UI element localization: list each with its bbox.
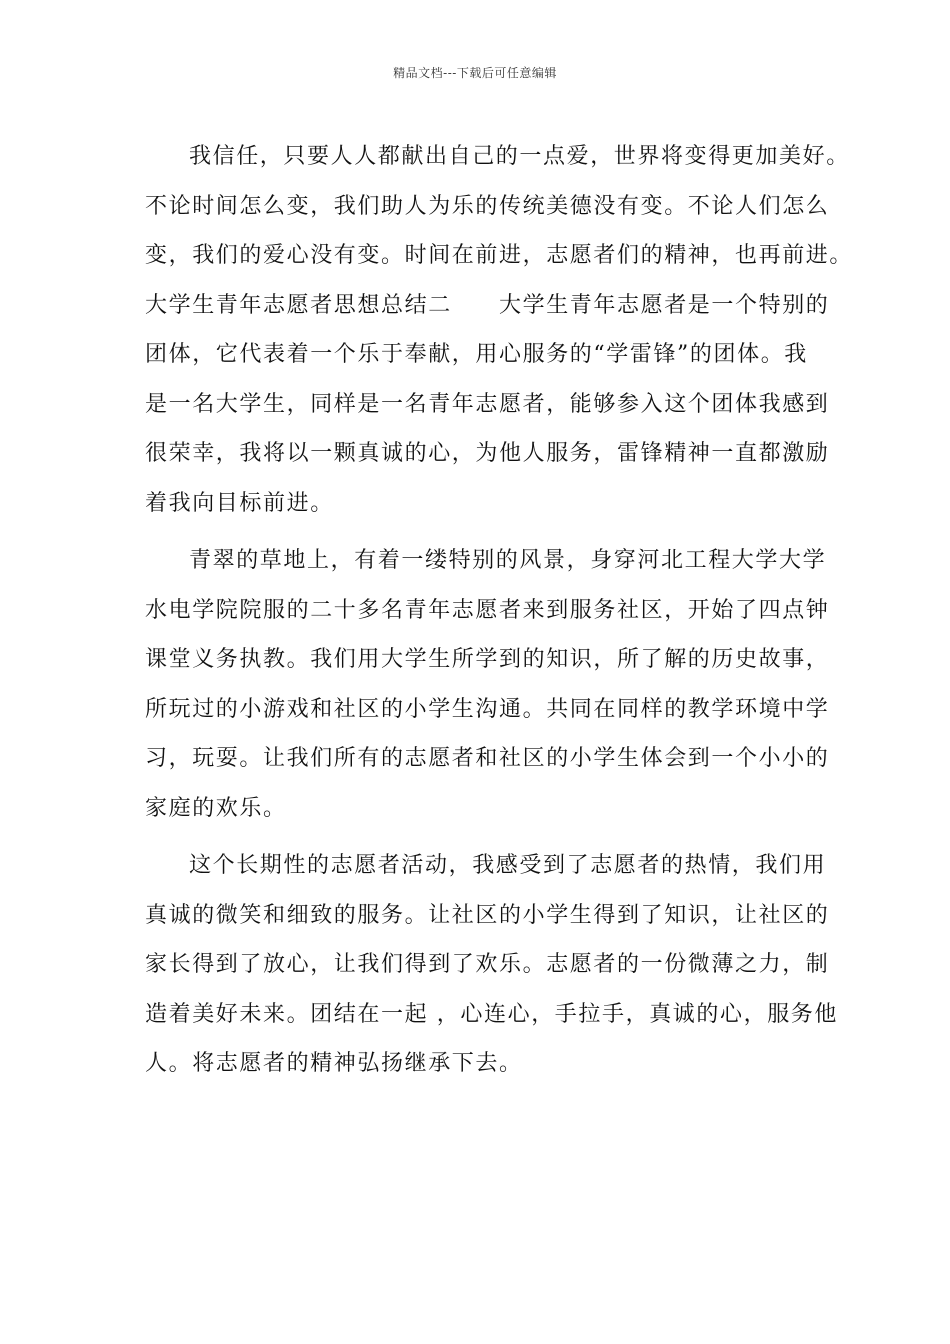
- document-body: [145, 132, 854, 1089]
- paragraph-line: 家长得到了放心，让我们得到了欢乐。志愿者的一份微薄之力，制: [145, 952, 830, 977]
- paragraph-line: 习，玩耍。让我们所有的志愿者和社区的小学生体会到一个小小的: [145, 746, 830, 771]
- paragraph-line: 造着美好未来。团结在一起 ，心连心，手拉手，真诚的心，服务他: [145, 1001, 838, 1027]
- page-header: 精品文档---下载后可任意编辑: [393, 66, 557, 80]
- paragraph-line: 很荣幸，我将以一颗真诚的心，为他人服务，雷锋精神一直都激励: [145, 441, 830, 466]
- paragraph-line: 不论时间怎么变，我们助人为乐的传统美德没有变。不论人们怎么: [145, 193, 830, 219]
- paragraph-line: 着我向目标前进。: [145, 490, 334, 516]
- paragraph-line: 青翠的草地上，有着一缕特别的风景，身穿河北工程大学大学: [189, 548, 827, 573]
- paragraph: [145, 132, 854, 528]
- paragraph-line: 家庭的欢乐。: [145, 795, 287, 821]
- paragraph-line: 大学生青年志愿者思想总结二 大学生青年志愿者是一个特别的: [145, 292, 830, 318]
- paragraph-line: 所玩过的小游戏和社区的小学生沟通。共同在同样的教学环境中学: [145, 696, 830, 722]
- paragraph: [145, 841, 838, 1089]
- paragraph-line: 课堂义务执教。我们用大学生所学到的知识，所了解的历史故事，: [145, 647, 830, 672]
- paragraph-line: 我信任，只要人人都献出自己的一点爱，世界将变得更加美好。: [189, 144, 850, 169]
- paragraph-line: 这个长期性的志愿者活动，我感受到了志愿者的热情，我们用: [189, 853, 827, 878]
- paragraph-line: 真诚的微笑和细致的服务。让社区的小学生得到了知识，让社区的: [145, 902, 830, 928]
- paragraph-line: 是一名大学生，同样是一名青年志愿者，能够参入这个团体我感到: [145, 391, 830, 417]
- paragraph-line: 团体，它代表着一个乐于奉献，用心服务的“学雷锋”的团体。我: [145, 342, 808, 367]
- paragraph-line: 水电学院院服的二十多名青年志愿者来到服务社区，开始了四点钟: [145, 597, 830, 623]
- paragraph-line: 变，我们的爱心没有变。时间在前进，志愿者们的精神，也再前进。: [145, 243, 854, 268]
- paragraph-line: 人。将志愿者的精神弘扬继承下去。: [145, 1051, 523, 1076]
- paragraph: [145, 536, 835, 833]
